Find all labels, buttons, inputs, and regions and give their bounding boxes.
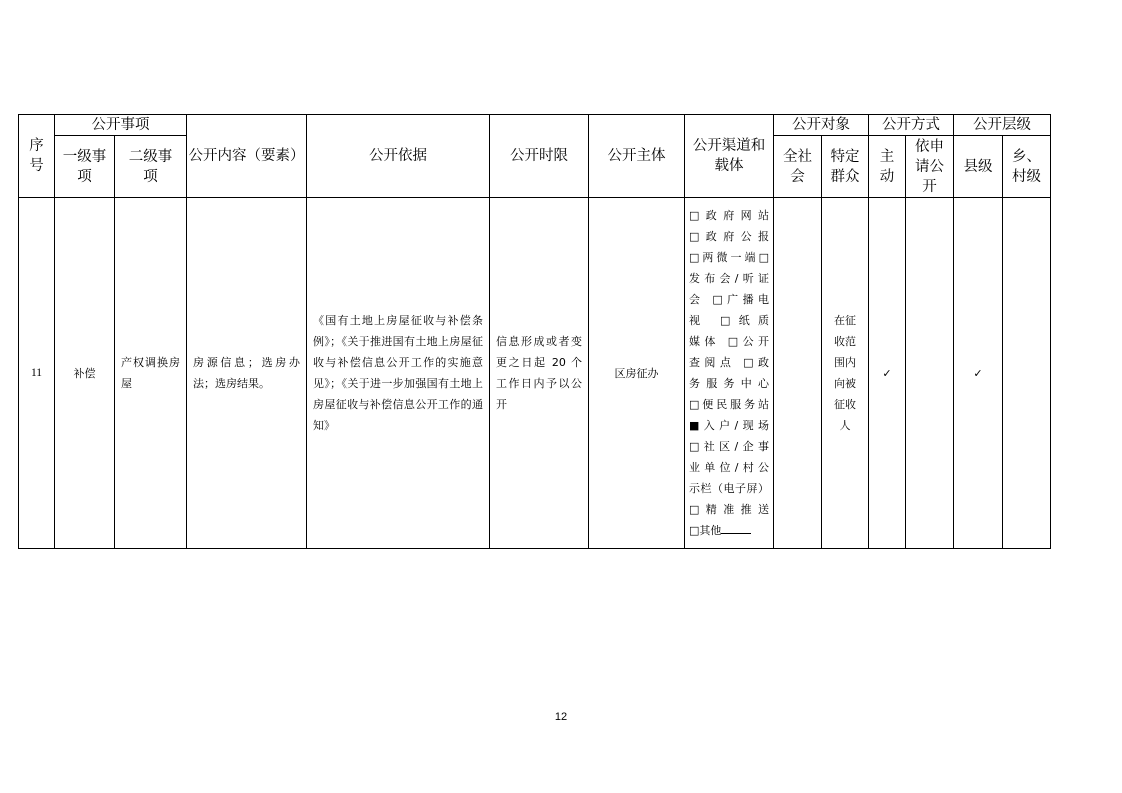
channel-line: □其他 <box>689 520 769 541</box>
cell-method-active: ✓ <box>869 198 906 549</box>
cell-time-limit: 信息形成或者变更之日起 20 个工作日内予以公开 <box>490 198 589 549</box>
channel-line: □精准推送 <box>689 503 769 516</box>
cell-method-apply <box>906 198 954 549</box>
header-item-group: 公开事项 <box>55 115 187 136</box>
channel-line: □两微一端□ <box>689 251 769 264</box>
header-time-limit: 公开时限 <box>490 115 589 198</box>
channel-line: 查阅点 □政 <box>689 356 769 369</box>
header-subject: 公开主体 <box>589 115 685 198</box>
header-method-group: 公开方式 <box>869 115 954 136</box>
cell-channel <box>685 198 774 549</box>
header-level-town: 乡、村级 <box>1003 136 1051 198</box>
channel-list <box>689 205 769 541</box>
cell-level1: 补偿 <box>55 198 115 549</box>
fill-blank-line <box>721 521 751 534</box>
cell-subject: 区房征办 <box>589 198 685 549</box>
channel-line: 业单位/村公 <box>689 461 769 474</box>
header-target-all: 全社会 <box>774 136 822 198</box>
cell-target-specific: 在征收范围内向被征收人 <box>822 198 869 549</box>
cell-level2: 产权调换房屋 <box>115 198 187 549</box>
cell-basis: 《国有土地上房屋征收与补偿条例》；《关于推进国有土地上房屋征收与补偿信息公开工作的实施意见》；《关于进一步加强国有土地上房屋征收与补偿信息公开工作的通知》 <box>307 198 490 549</box>
cell-level-county: ✓ <box>954 198 1003 549</box>
table-row <box>19 198 1051 549</box>
header-channel: 公开渠道和载体 <box>685 115 774 198</box>
channel-line: 务服务中心 <box>689 377 769 390</box>
header-method-active: 主动 <box>869 136 906 198</box>
cell-target-all <box>774 198 822 549</box>
cell-level-town <box>1003 198 1051 549</box>
header-method-apply: 依申请公开 <box>906 136 954 198</box>
channel-line: 视 □纸质 <box>689 314 769 327</box>
header-target-specific: 特定群众 <box>822 136 869 198</box>
header-target-group: 公开对象 <box>774 115 869 136</box>
header-basis: 公开依据 <box>307 115 490 198</box>
header-level1: 一级事项 <box>55 136 115 198</box>
disclosure-table <box>18 114 1051 549</box>
header-row-1 <box>19 115 1051 136</box>
channel-line: □便民服务站 <box>689 398 769 411</box>
header-seq: 序号 <box>19 115 55 198</box>
page-number: 12 <box>554 711 568 723</box>
channel-line: □ 政 府 网 站 <box>689 209 769 222</box>
channel-line: 示栏（电子屏） <box>689 482 769 495</box>
channel-line: 媒体 □公开 <box>689 335 769 348</box>
header-content: 公开内容（要素） <box>187 115 307 198</box>
cell-seq: 11 <box>19 198 55 549</box>
channel-line: ■入户/现场 <box>689 419 769 432</box>
channel-line: □社区/企事 <box>689 440 769 453</box>
cell-content: 房源信息；选房办法；选房结果。 <box>187 198 307 549</box>
channel-line: 会 □广播电 <box>689 293 769 306</box>
channel-line: □ 政 府 公 报 <box>689 230 769 243</box>
header-level-group: 公开层级 <box>954 115 1051 136</box>
header-level-county: 县级 <box>954 136 1003 198</box>
header-level2: 二级事项 <box>115 136 187 198</box>
channel-line: 发布会/听证 <box>689 272 769 285</box>
